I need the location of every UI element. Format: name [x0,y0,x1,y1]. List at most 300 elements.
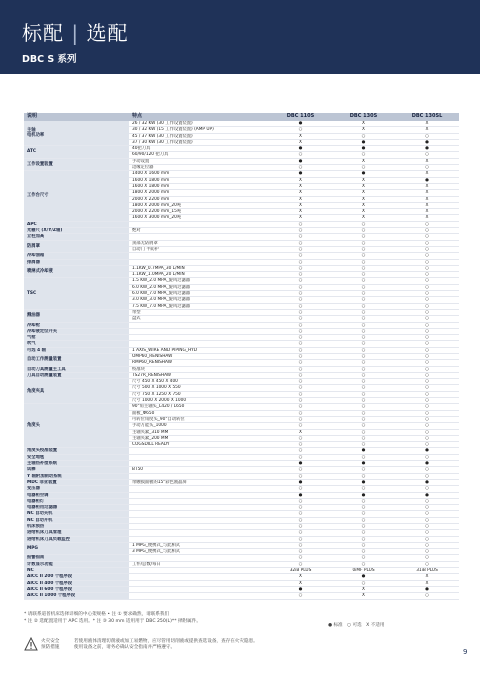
row-mark: ○ [395,316,459,322]
row-mark: ○ [332,309,395,315]
row-category: 吹气 [24,341,129,347]
row-feature: 绝对 [129,228,269,234]
row-mark: ○ [269,335,332,341]
row-mark: ○ [332,221,395,227]
row-category: 报警指南 [24,555,129,561]
row-mark: ○ [395,259,459,265]
row-feature: 6.0 KW_2.0 MPA_旋风过滤器 [129,284,269,290]
row-mark: X [269,183,332,189]
row-mark: ○ [332,486,395,492]
row-mark: ○ [332,524,395,530]
row-category: 气枪 [24,335,129,341]
row-mark: ○ [269,240,332,246]
row-category: 溅油器 [24,309,129,322]
row-mark: ○ [332,580,395,586]
row-mark: ○ [332,404,395,410]
row-mark: ○ [269,391,332,397]
page-number: 9 [463,648,468,656]
row-mark: ○ [332,542,395,548]
row-category: 冷却枪 [24,322,129,328]
row-mark: ○ [269,448,332,454]
row-mark: X [395,215,459,221]
row-mark: ○ [269,435,332,441]
row-mark: X [332,158,395,164]
row-feature: BT50 [129,467,269,473]
row-mark: ○ [269,398,332,404]
row-category: 计数显示功能 [24,561,129,567]
row-mark: ○ [269,467,332,473]
row-feature: 1.1KW_0.7MPA_30 L/MIN [129,265,269,271]
row-feature: 带触摸面板的15"彩色液晶屏 [129,479,269,485]
row-mark: ○ [269,297,332,303]
row-mark: ○ [332,246,395,252]
row-mark: ○ [269,366,332,372]
row-mark: ○ [269,253,332,259]
row-mark: ○ [332,473,395,479]
row-mark: X [269,209,332,215]
row-feature: 尺寸 500 X 1000 X 550 [129,385,269,391]
row-mark: X [269,429,332,435]
row-category: 角度头校准装置 [24,448,129,454]
row-mark: X [332,209,395,215]
row-category: APC [24,221,129,227]
row-mark: 31iB PLUS [395,568,459,574]
row-category: ATC [24,146,129,159]
row-feature: OMP60_RENISHAW [129,353,269,359]
safety-label-line2: 预防措施 [41,645,60,650]
row-mark: ○ [269,165,332,171]
row-category: 电器柜空调 [24,492,129,498]
row-mark: ● [332,146,395,152]
row-category: 主轴热补偿系统 [24,461,129,467]
row-mark: ○ [395,246,459,252]
row-mark: ○ [395,542,459,548]
row-category: 进给机床刀具管理 [24,530,129,536]
row-mark: ○ [395,410,459,416]
row-mark: ○ [269,473,332,479]
row-mark: ● [395,177,459,183]
row-mark: ○ [395,297,459,303]
row-mark: X [332,177,395,183]
row-mark: ○ [269,410,332,416]
header-dbc130sl: DBC 130SL [395,113,459,121]
row-mark: ○ [269,328,332,334]
row-mark: ○ [269,498,332,504]
row-mark: ○ [269,372,332,378]
row-mark: ○ [395,385,459,391]
footnote-2: * 注 ② 选配置适用于 APC 选用。* 注 ③ 30 mm 适用用于 DBC 250(L)** 择附属件。 [24,619,201,624]
row-mark: ○ [395,467,459,473]
row-feature: 顶部无防屑罩 [129,240,269,246]
row-mark: X [395,127,459,133]
row-mark: ○ [395,234,459,240]
row-feature: 手动设置 [129,158,269,164]
row-mark: ○ [395,486,459,492]
row-mark: ○ [269,379,332,385]
row-feature: 1800 X 2000 mm_20吨 [129,202,269,208]
row-mark: ● [395,461,459,467]
header-description: 说明 [24,113,129,121]
row-mark: ○ [269,246,332,252]
row-mark: X [269,580,332,586]
row-mark: ○ [395,372,459,378]
safety-text [74,639,258,651]
row-category: 刀具自动测量装置 [24,372,129,378]
row-mark: ○ [395,561,459,567]
row-mark: ○ [332,353,395,359]
spec-table-body [24,121,459,599]
warning-icon [24,637,38,651]
page-title [22,17,128,46]
row-mark: ○ [269,316,332,322]
row-mark: X [332,586,395,592]
row-category: MDC 菲亚装置 [24,479,129,485]
row-mark: ○ [332,133,395,139]
row-mark: ○ [395,353,459,359]
title-optional: 选配 [86,21,129,45]
row-category: 工作台尺寸 [24,171,129,221]
row-mark: X [269,190,332,196]
row-feature: 1 AXIS_WIRE AND PIPING_HYD [129,347,269,353]
row-category: NC 自动开机 [24,517,129,523]
row-mark: ● [269,146,332,152]
row-mark: X [395,158,459,164]
row-mark: ○ [395,517,459,523]
row-mark: ○ [395,536,459,542]
header-feature: 特点 [129,113,269,121]
row-mark: ○ [395,303,459,309]
row-mark: ○ [332,291,395,297]
row-category: 冷却液定位开关 [24,328,129,334]
row-feature: 1.5 KW_2.0 MPA_旋风过滤器 [129,278,269,284]
row-mark: ○ [332,561,395,567]
row-mark: ● [332,479,395,485]
row-category: Y 轴附加制动系统 [24,473,129,479]
row-mark: ● [395,448,459,454]
safety-label-line1: 火灾安全 [41,639,60,644]
row-mark: ○ [332,511,395,517]
row-mark: ○ [395,165,459,171]
row-category: 安全地毯 [24,454,129,460]
row-category: 排屑器 [24,259,129,265]
row-mark: ○ [269,593,332,599]
row-mark: ○ [332,467,395,473]
row-feature: 1600 X 1800 mm [129,183,269,189]
row-feature: 带型 [129,309,269,315]
row-mark: ○ [332,530,395,536]
row-mark: ○ [395,291,459,297]
row-mark: ○ [269,272,332,278]
row-mark: X [332,593,395,599]
row-category: 进给机床刀具负载监控 [24,536,129,542]
row-mark: ○ [395,524,459,530]
row-mark: X [269,196,332,202]
row-mark: ○ [395,398,459,404]
row-mark: ○ [395,511,459,517]
row-mark: ○ [269,555,332,561]
row-mark: ○ [269,228,332,234]
row-mark: ● [269,461,332,467]
row-mark: ○ [269,341,332,347]
row-category: MPG [24,542,129,555]
row-mark: ○ [395,309,459,315]
row-mark: ○ [332,442,395,448]
row-mark: 32iB PLUS [269,568,332,574]
row-category: 主轴 电机功率 [24,121,129,146]
row-feature: 面板_Φ650 [129,410,269,416]
row-feature: 尺寸 1000 X 2000 X 1000 [129,398,269,404]
row-feature: 40把刀具 [129,146,269,152]
row-mark: ○ [269,561,332,567]
row-category: 机床预热 [24,524,129,530]
row-mark: ○ [332,435,395,441]
spec-table [24,113,459,600]
row-feature: 盘式 [129,316,269,322]
row-mark: ○ [395,228,459,234]
row-mark: ○ [395,366,459,372]
row-mark: ○ [395,152,459,158]
row-mark: ○ [332,272,395,278]
row-mark: ○ [269,530,332,536]
row-category: 自动刀具测量主工具 [24,366,129,372]
row-mark: ○ [395,379,459,385]
row-mark: ○ [332,366,395,372]
row-mark: ○ [269,309,332,315]
row-category: 喷淋式冷却液 [24,265,129,278]
legend-not-applicable: X 不适用 [366,623,385,628]
row-mark: X [395,121,459,127]
row-feature: 2000 X 2200 mm [129,196,269,202]
row-feature: 45 / 37 KW (30 工作设置装置) [129,133,269,139]
row-mark: ● [269,586,332,592]
page-header [0,0,480,74]
row-feature: 尺寸 450 X 450 X 400 [129,379,269,385]
row-category: NC [24,568,129,574]
row-mark: ○ [269,360,332,366]
row-mark: ○ [269,291,332,297]
row-feature: 30 / 32 KW (15 工作设置装置) (AMP UP) [129,127,269,133]
row-category: 自动工作测量装置 [24,353,129,366]
table-row [24,593,459,599]
row-mark: X [332,196,395,202]
row-category: TSC [24,278,129,309]
row-mark: ○ [269,265,332,271]
row-mark: X [395,196,459,202]
row-mark: ○ [332,372,395,378]
row-mark: ○ [395,253,459,259]
row-mark: ○ [395,593,459,599]
row-mark: ● [395,479,459,485]
row-category: 电器柜用过滤器 [24,505,129,511]
series-subtitle: DBC S 系列 [22,54,77,65]
row-mark: ○ [332,278,395,284]
row-mark: ○ [269,536,332,542]
row-mark: ○ [395,221,459,227]
row-mark: X [332,190,395,196]
row-mark: ○ [395,391,459,397]
row-mark: ○ [269,517,332,523]
row-mark: ○ [395,265,459,271]
row-mark: ○ [269,127,332,133]
row-feature: 37 / 30 KW (30 工作设置装置) [129,139,269,145]
row-mark: ○ [332,505,395,511]
row-mark: ○ [395,530,459,536]
row-mark: ○ [269,278,332,284]
row-mark: ○ [332,454,395,460]
row-mark: ● [332,139,395,145]
row-mark: ○ [395,240,459,246]
row-mark: ○ [269,542,332,548]
row-mark: ○ [269,221,332,227]
row-category: 冷却油箱 [24,253,129,259]
legend-standard: ● 标准 [328,623,343,628]
legend-optional: ○ 可选 [347,623,362,628]
row-mark: ● [332,448,395,454]
row-category: 试棒 [24,467,129,473]
header-dbc110s: DBC 110S [269,113,332,121]
row-mark: ○ [269,454,332,460]
row-mark: ○ [269,303,332,309]
row-mark: ○ [332,152,395,158]
row-feature: 6.0 KW_7.0 MPA_旋风过滤器 [129,291,269,297]
row-mark: ○ [269,353,332,359]
row-mark: ○ [332,360,395,366]
row-mark: X [332,202,395,208]
row-mark: ○ [332,316,395,322]
row-mark: ○ [332,410,395,416]
row-feature: 校准块 [129,366,269,372]
row-category: 立柱加高 [24,234,129,240]
row-mark: X [332,183,395,189]
row-mark: ○ [269,322,332,328]
row-mark: X [395,202,459,208]
row-mark: ○ [269,347,332,353]
row-mark: ○ [332,328,395,334]
row-category: 可选 4 轴 [24,347,129,353]
row-feature: 3 MPG_便携式_与此相式 [129,549,269,555]
row-feature: 1800 X 2000 mm [129,190,269,196]
row-mark: ○ [269,234,332,240]
row-mark: ○ [269,385,332,391]
title-standard: 标配 [22,21,64,45]
row-mark: X [395,580,459,586]
row-mark: ○ [269,416,332,422]
row-mark: ○ [269,549,332,555]
row-mark: X [269,215,332,221]
row-feature: 26 / 32 KW (30 工作设置装置) [129,121,269,127]
row-mark: ○ [332,234,395,240]
row-mark: ○ [395,133,459,139]
row-mark: ○ [332,165,395,171]
row-feature: 主轴夹紧_310 MM [129,429,269,435]
row-category: AICC II 400 个程序段 [24,580,129,586]
row-mark: ● [395,586,459,592]
row-mark: ○ [395,322,459,328]
row-mark: ○ [332,341,395,347]
row-category: AICC II 200 个程序段 [24,574,129,580]
safety-text-line2: 使用设备之前，请务必确认安全指南并严格遵守。 [74,645,176,650]
row-category: 光栅尺 (X/Y/Z轴) [24,228,129,234]
row-mark: ○ [269,404,332,410]
row-feature: 1600 X 3000 mm_20吨 [129,215,269,221]
row-mark: ○ [332,517,395,523]
row-mark: ● [332,461,395,467]
row-mark: ○ [332,284,395,290]
row-mark: ○ [269,524,332,530]
row-feature: 尺寸 750 X 1250 X 750 [129,391,269,397]
row-category: 电器柜灯 [24,498,129,504]
row-mark: ○ [395,454,459,460]
row-feature: 1600 X 1800 mm [129,177,269,183]
row-mark: ○ [269,423,332,429]
spec-table-header [24,113,459,121]
row-mark: ○ [395,429,459,435]
row-feature: 自动门 半防护 [129,246,269,252]
row-mark: ● [269,479,332,485]
row-mark: ○ [269,152,332,158]
row-mark: ○ [332,335,395,341]
row-mark: ● [332,492,395,498]
row-mark: X [395,209,459,215]
row-mark: ○ [395,328,459,334]
row-mark: ○ [395,347,459,353]
row-mark: X [269,139,332,145]
row-feature: 2000 X 2200 mm_15吨 [129,209,269,215]
row-feature: 60/90/120 把刀具 [129,152,269,158]
row-feature: 主轴夹紧_200 MM [129,435,269,441]
row-mark: ○ [332,536,395,542]
row-mark: ○ [395,505,459,511]
safety-label [41,639,59,651]
row-feature: 3.0 KW_3.0 MPA_旋风过滤器 [129,297,269,303]
row-mark: ○ [395,473,459,479]
row-mark: X [395,190,459,196]
row-mark: ○ [269,442,332,448]
row-mark: ○ [395,442,459,448]
row-category: NC 自动关机 [24,511,129,517]
row-feature: 工件/总数/每日 [129,561,269,567]
row-feature: 90°角主轴头_L420 / L650 [129,404,269,410]
row-mark: ○ [332,498,395,504]
title-separator: | [71,21,80,45]
row-mark: ● [269,492,332,498]
row-mark: ○ [332,398,395,404]
row-mark: X [269,133,332,139]
row-mark: ○ [395,416,459,422]
row-mark: ○ [332,265,395,271]
row-mark: ○ [332,429,395,435]
row-feature [129,593,269,599]
row-mark: ○ [332,385,395,391]
row-category: AICC II 1000 个程序段 [24,593,129,599]
row-mark: ○ [395,498,459,504]
row-mark: X [269,202,332,208]
row-mark: X [395,574,459,580]
row-mark: ● [395,139,459,145]
row-feature: RMP60_RENISHAW [129,360,269,366]
row-mark: ○ [395,284,459,290]
row-mark: ○ [332,259,395,265]
row-mark: ○ [332,297,395,303]
row-mark: ○ [332,303,395,309]
header-dbc130s: DBC 130S [332,113,395,121]
row-mark: ○ [269,284,332,290]
row-mark: X [395,171,459,177]
row-mark: ○ [395,272,459,278]
row-mark: ○ [332,549,395,555]
row-mark: ○ [269,259,332,265]
row-mark: ○ [269,511,332,517]
